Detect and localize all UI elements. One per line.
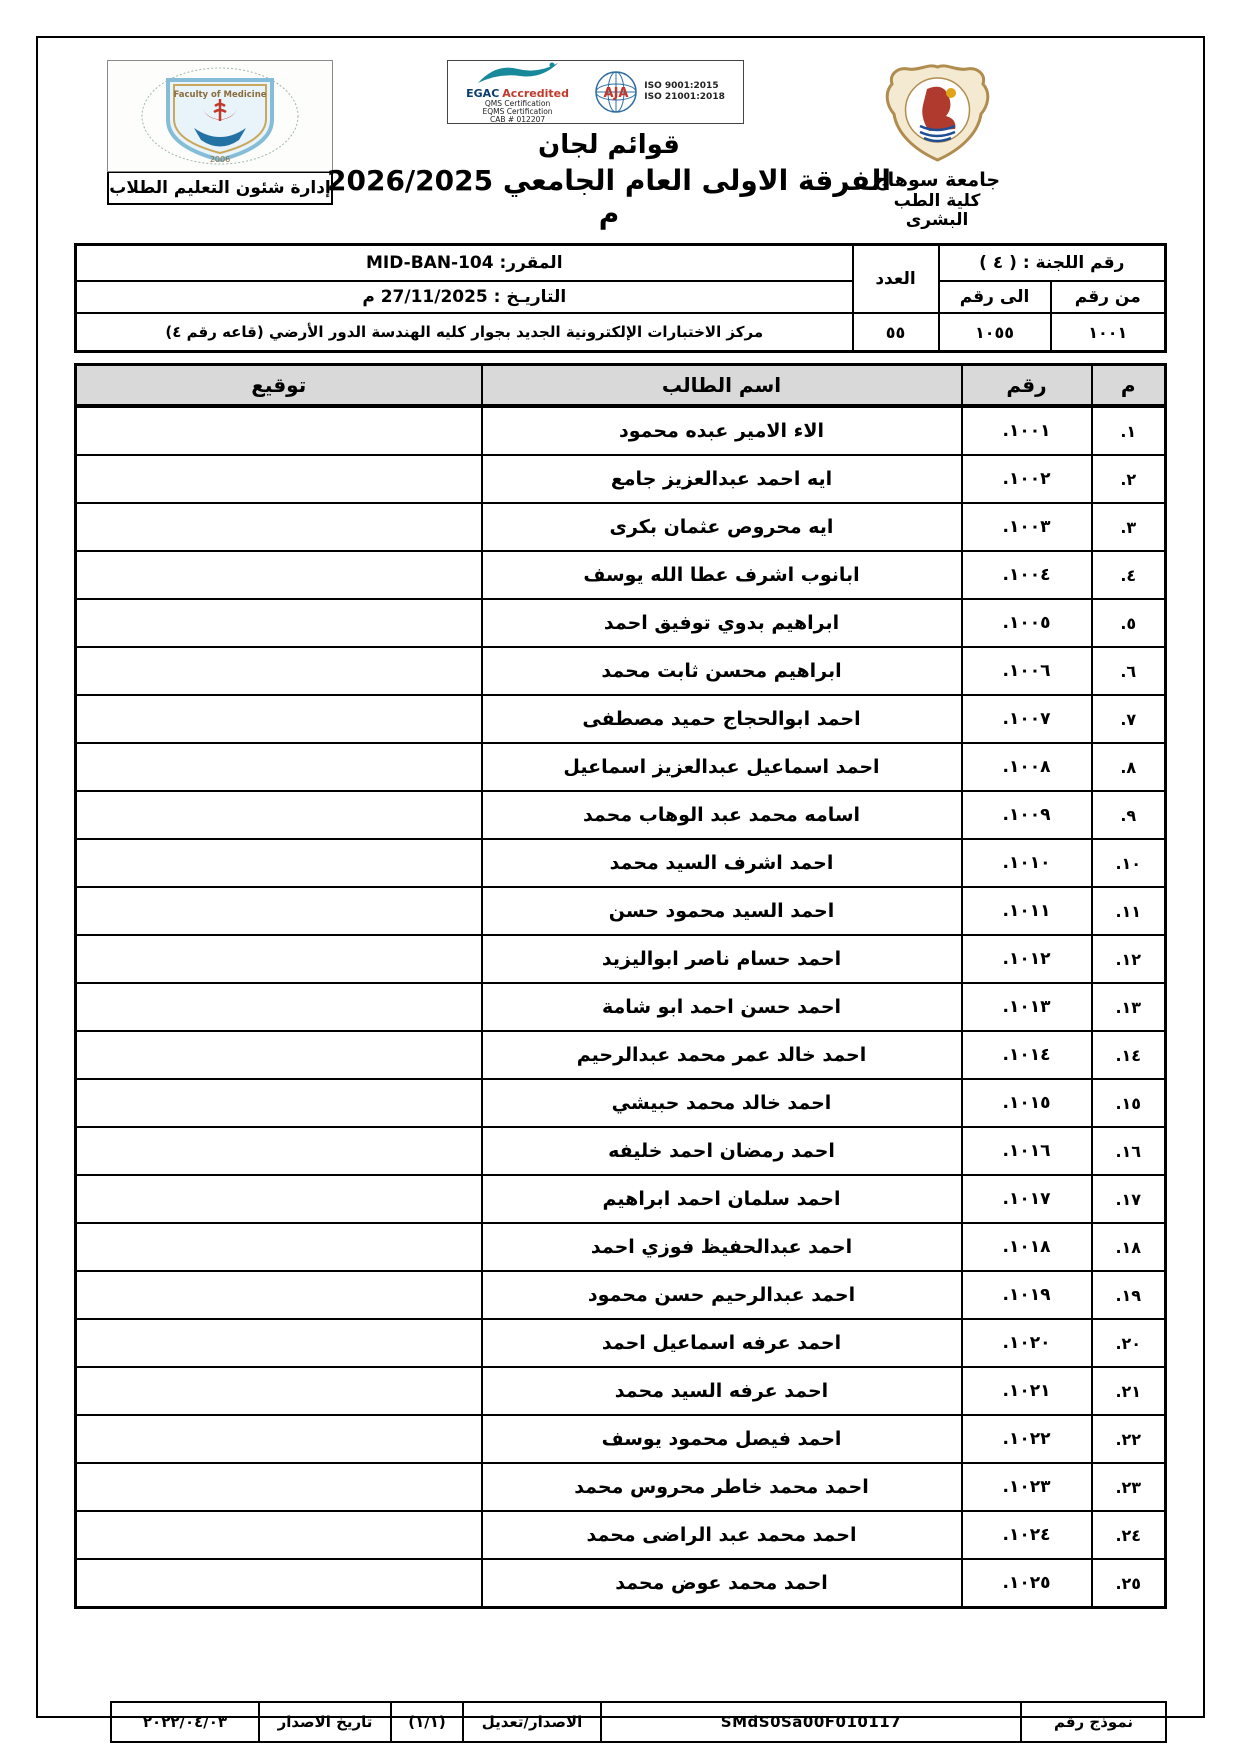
serial-cell: ١٩. xyxy=(1092,1271,1166,1319)
number-cell: ١٠١٢. xyxy=(962,935,1092,983)
name-header: اسم الطالب xyxy=(482,365,962,407)
students-table-body xyxy=(76,406,1166,1608)
egac-cert-line: EQMS Certification xyxy=(482,106,553,116)
aja-certification-logo xyxy=(593,69,725,115)
signature-cell xyxy=(76,1271,482,1319)
table-row xyxy=(76,1511,1166,1559)
signature-cell xyxy=(76,935,482,983)
signature-cell xyxy=(76,1319,482,1367)
number-header: رقم xyxy=(962,365,1092,407)
issue-date-label: تاريخ الاصدار xyxy=(259,1702,391,1742)
serial-header: م xyxy=(1092,365,1166,407)
serial-cell: ١١. xyxy=(1092,887,1166,935)
number-cell: ١٠١٣. xyxy=(962,983,1092,1031)
page-frame xyxy=(36,36,1205,1731)
signature-cell xyxy=(76,406,482,455)
issue-label: الاصدار/تعديل xyxy=(463,1702,601,1742)
signature-cell xyxy=(76,503,482,551)
student-name-cell: احمد عرفه اسماعيل احمد xyxy=(482,1319,962,1367)
table-row xyxy=(76,551,1166,599)
number-cell: ١٠١١. xyxy=(962,887,1092,935)
student-name-cell: احمد سلمان احمد ابراهيم xyxy=(482,1175,962,1223)
table-row xyxy=(76,791,1166,839)
sohag-university-logo xyxy=(880,64,995,164)
serial-cell: ٢٠. xyxy=(1092,1319,1166,1367)
table-row xyxy=(76,1367,1166,1415)
student-name-cell: احمد عبدالحفيظ فوزي احمد xyxy=(482,1223,962,1271)
egac-accreditation-logo xyxy=(466,60,569,125)
table-row xyxy=(76,695,1166,743)
exam-location: مركز الاختبارات الإلكترونية الجديد بجوار كليه الهندسة الدور الأرضي (قاعه رقم ٤) xyxy=(76,313,853,352)
signature-cell xyxy=(76,791,482,839)
issue-date-value: ٢٠٢٢/٠٤/٠٣ xyxy=(111,1702,259,1742)
student-name-cell: ايه محروص عثمان بكرى xyxy=(482,503,962,551)
to-number-label: الى رقم xyxy=(939,281,1051,313)
student-name-cell: احمد اشرف السيد محمد xyxy=(482,839,962,887)
serial-cell: ١٨. xyxy=(1092,1223,1166,1271)
serial-cell: ٣. xyxy=(1092,503,1166,551)
table-row xyxy=(76,839,1166,887)
signature-cell xyxy=(76,551,482,599)
student-name-cell: ايه احمد عبدالعزيز جامع xyxy=(482,455,962,503)
table-row xyxy=(76,1223,1166,1271)
number-cell: ١٠٠٣. xyxy=(962,503,1092,551)
serial-cell: ٥. xyxy=(1092,599,1166,647)
table-row xyxy=(76,887,1166,935)
signature-cell xyxy=(76,599,482,647)
course-label: المقرر: MID-BAN-104 xyxy=(76,245,853,282)
student-name-cell: احمد رمضان احمد خليفه xyxy=(482,1127,962,1175)
date-label: التاريـخ : 27/11/2025 م xyxy=(76,281,853,313)
faculty-emblem-year: 2006 xyxy=(209,155,231,164)
number-cell: ١٠٠٦. xyxy=(962,647,1092,695)
serial-cell: ٢٥. xyxy=(1092,1559,1166,1608)
number-cell: ١٠١٧. xyxy=(962,1175,1092,1223)
faculty-emblem-text: Faculty of Medicine xyxy=(173,90,267,100)
serial-cell: ١٢. xyxy=(1092,935,1166,983)
iso-line: ISO 21001:2018 xyxy=(644,92,725,102)
number-cell: ١٠٠٧. xyxy=(962,695,1092,743)
serial-cell: ١٠. xyxy=(1092,839,1166,887)
signature-cell xyxy=(76,455,482,503)
student-name-cell: احمد خالد محمد حبيشي xyxy=(482,1079,962,1127)
table-row xyxy=(76,1175,1166,1223)
number-cell: ١٠٠٩. xyxy=(962,791,1092,839)
table-row xyxy=(76,1559,1166,1608)
signature-cell xyxy=(76,1367,482,1415)
info-row-1 xyxy=(76,245,1166,282)
signature-cell xyxy=(76,1511,482,1559)
table-row xyxy=(76,599,1166,647)
student-name-cell: اسامه محمد عبد الوهاب محمد xyxy=(482,791,962,839)
number-cell: ١٠١٠. xyxy=(962,839,1092,887)
student-name-cell: احمد اسماعيل عبدالعزيز اسماعيل xyxy=(482,743,962,791)
to-number-value: ١٠٥٥ xyxy=(939,313,1051,352)
number-cell: ١٠٢٣. xyxy=(962,1463,1092,1511)
form-code: SMdS0Sa00F010117 xyxy=(601,1702,1021,1742)
students-table xyxy=(74,363,1167,1609)
signature-cell xyxy=(76,1415,482,1463)
signature-cell xyxy=(76,1223,482,1271)
info-row-2 xyxy=(76,281,1166,313)
signature-cell xyxy=(76,839,482,887)
from-number-value: ١٠٠١ xyxy=(1051,313,1166,352)
serial-cell: ١٣. xyxy=(1092,983,1166,1031)
admin-office-label: إدارة شئون التعليم الطلاب xyxy=(107,172,333,205)
student-name-cell: احمد خالد عمر محمد عبدالرحيم xyxy=(482,1031,962,1079)
accreditation-box xyxy=(447,60,744,124)
serial-cell: ٧. xyxy=(1092,695,1166,743)
serial-cell: ١٤. xyxy=(1092,1031,1166,1079)
table-row xyxy=(76,983,1166,1031)
count-label: العدد xyxy=(853,245,939,314)
signature-cell xyxy=(76,983,482,1031)
number-cell: ١٠٢٠. xyxy=(962,1319,1092,1367)
signature-cell xyxy=(76,695,482,743)
serial-cell: ١٦. xyxy=(1092,1127,1166,1175)
serial-cell: ٢١. xyxy=(1092,1367,1166,1415)
student-name-cell: الاء الامير عبده محمود xyxy=(482,406,962,455)
table-row xyxy=(76,1079,1166,1127)
count-value: ٥٥ xyxy=(853,313,939,352)
number-cell: ١٠٠٥. xyxy=(962,599,1092,647)
serial-cell: ١٧. xyxy=(1092,1175,1166,1223)
from-number-label: من رقم xyxy=(1051,281,1166,313)
serial-cell: ١. xyxy=(1092,406,1166,455)
serial-cell: ٦. xyxy=(1092,647,1166,695)
serial-cell: ٢٢. xyxy=(1092,1415,1166,1463)
header xyxy=(74,60,1167,243)
footer-row xyxy=(111,1702,1166,1742)
egac-name: EGAC xyxy=(466,86,500,100)
serial-cell: ٩. xyxy=(1092,791,1166,839)
table-row xyxy=(76,406,1166,455)
page-title: قوائم لجان xyxy=(538,130,680,160)
signature-cell xyxy=(76,1175,482,1223)
number-cell: ١٠٠٨. xyxy=(962,743,1092,791)
student-name-cell: احمد محمد خاطر محروس محمد xyxy=(482,1463,962,1511)
egac-name-line xyxy=(466,88,569,100)
committee-info-table xyxy=(74,243,1167,353)
egac-accredited-label: Accredited xyxy=(502,86,569,100)
serial-cell: ٨. xyxy=(1092,743,1166,791)
serial-cell: ٢٣. xyxy=(1092,1463,1166,1511)
table-row xyxy=(76,1127,1166,1175)
table-row xyxy=(76,935,1166,983)
student-name-cell: احمد حسام ناصر ابواليزيد xyxy=(482,935,962,983)
table-row xyxy=(76,503,1166,551)
signature-cell xyxy=(76,743,482,791)
egac-swoosh-icon xyxy=(476,60,560,88)
signature-cell xyxy=(76,1079,482,1127)
table-row xyxy=(76,647,1166,695)
table-row xyxy=(76,1319,1166,1367)
student-name-cell: ابراهيم محسن ثابت محمد xyxy=(482,647,962,695)
issue-value: (١/١) xyxy=(391,1702,463,1742)
number-cell: ١٠١٨. xyxy=(962,1223,1092,1271)
page-subtitle: الفرقة الاولى العام الجامعي 2026/2025 م xyxy=(327,164,891,230)
student-name-cell: احمد محمد عوض محمد xyxy=(482,1559,962,1608)
egac-cert-line: QMS Certification xyxy=(484,98,551,108)
table-row xyxy=(76,1415,1166,1463)
number-cell: ١٠١٩. xyxy=(962,1271,1092,1319)
table-header-row xyxy=(76,365,1166,407)
serial-cell: ٢. xyxy=(1092,455,1166,503)
aja-name: AJA xyxy=(603,86,629,101)
student-name-cell: احمد عرفه السيد محمد xyxy=(482,1367,962,1415)
globe-icon xyxy=(593,69,639,115)
faculty-shield-icon xyxy=(140,66,300,166)
student-name-cell: ابانوب اشرف عطا الله يوسف xyxy=(482,551,962,599)
number-cell: ١٠٠١. xyxy=(962,406,1092,455)
table-row xyxy=(76,455,1166,503)
signature-cell xyxy=(76,1127,482,1175)
number-cell: ١٠١٤. xyxy=(962,1031,1092,1079)
faculty-of-medicine-logo xyxy=(107,60,333,172)
signature-cell xyxy=(76,647,482,695)
faculty-logo-block xyxy=(107,60,333,205)
info-row-3 xyxy=(76,313,1166,352)
table-row xyxy=(76,1271,1166,1319)
number-cell: ١٠٠٤. xyxy=(962,551,1092,599)
student-name-cell: احمد حسن احمد ابو شامة xyxy=(482,983,962,1031)
student-name-cell: احمد فيصل محمود يوسف xyxy=(482,1415,962,1463)
signature-cell xyxy=(76,1559,482,1608)
number-cell: ١٠١٦. xyxy=(962,1127,1092,1175)
egac-cert-line: CAB # 012207 xyxy=(489,115,546,125)
student-name-cell: احمد محمد عبد الراضى محمد xyxy=(482,1511,962,1559)
university-block xyxy=(862,64,1012,231)
table-row xyxy=(76,1031,1166,1079)
signature-cell xyxy=(76,1463,482,1511)
signature-cell xyxy=(76,1031,482,1079)
number-cell: ١٠١٥. xyxy=(962,1079,1092,1127)
number-cell: ١٠٢٢. xyxy=(962,1415,1092,1463)
table-row xyxy=(76,743,1166,791)
table-row xyxy=(76,1463,1166,1511)
university-name: جامعة سوهاج xyxy=(873,169,1001,191)
student-name-cell: احمد عبدالرحيم حسن محمود xyxy=(482,1271,962,1319)
committee-number-label: رقم اللجنة : ( ٤ ) xyxy=(939,245,1166,282)
student-name-cell: احمد السيد محمود حسن xyxy=(482,887,962,935)
serial-cell: ٤. xyxy=(1092,551,1166,599)
student-name-cell: احمد ابوالحجاج حميد مصطفى xyxy=(482,695,962,743)
number-cell: ١٠٢٥. xyxy=(962,1559,1092,1608)
number-cell: ١٠٠٢. xyxy=(962,455,1092,503)
serial-cell: ٢٤. xyxy=(1092,1511,1166,1559)
number-cell: ١٠٢٤. xyxy=(962,1511,1092,1559)
signature-cell xyxy=(76,887,482,935)
faculty-name: كلية الطب البشرى xyxy=(893,190,981,231)
number-cell: ١٠٢١. xyxy=(962,1367,1092,1415)
form-footer xyxy=(110,1701,1167,1743)
iso-line: ISO 9001:2015 xyxy=(644,80,719,91)
form-number-label: نموذج رقم xyxy=(1021,1702,1166,1742)
serial-cell: ١٥. xyxy=(1092,1079,1166,1127)
signature-header: توقيع xyxy=(76,365,482,407)
student-name-cell: ابراهيم بدوي توفيق احمد xyxy=(482,599,962,647)
